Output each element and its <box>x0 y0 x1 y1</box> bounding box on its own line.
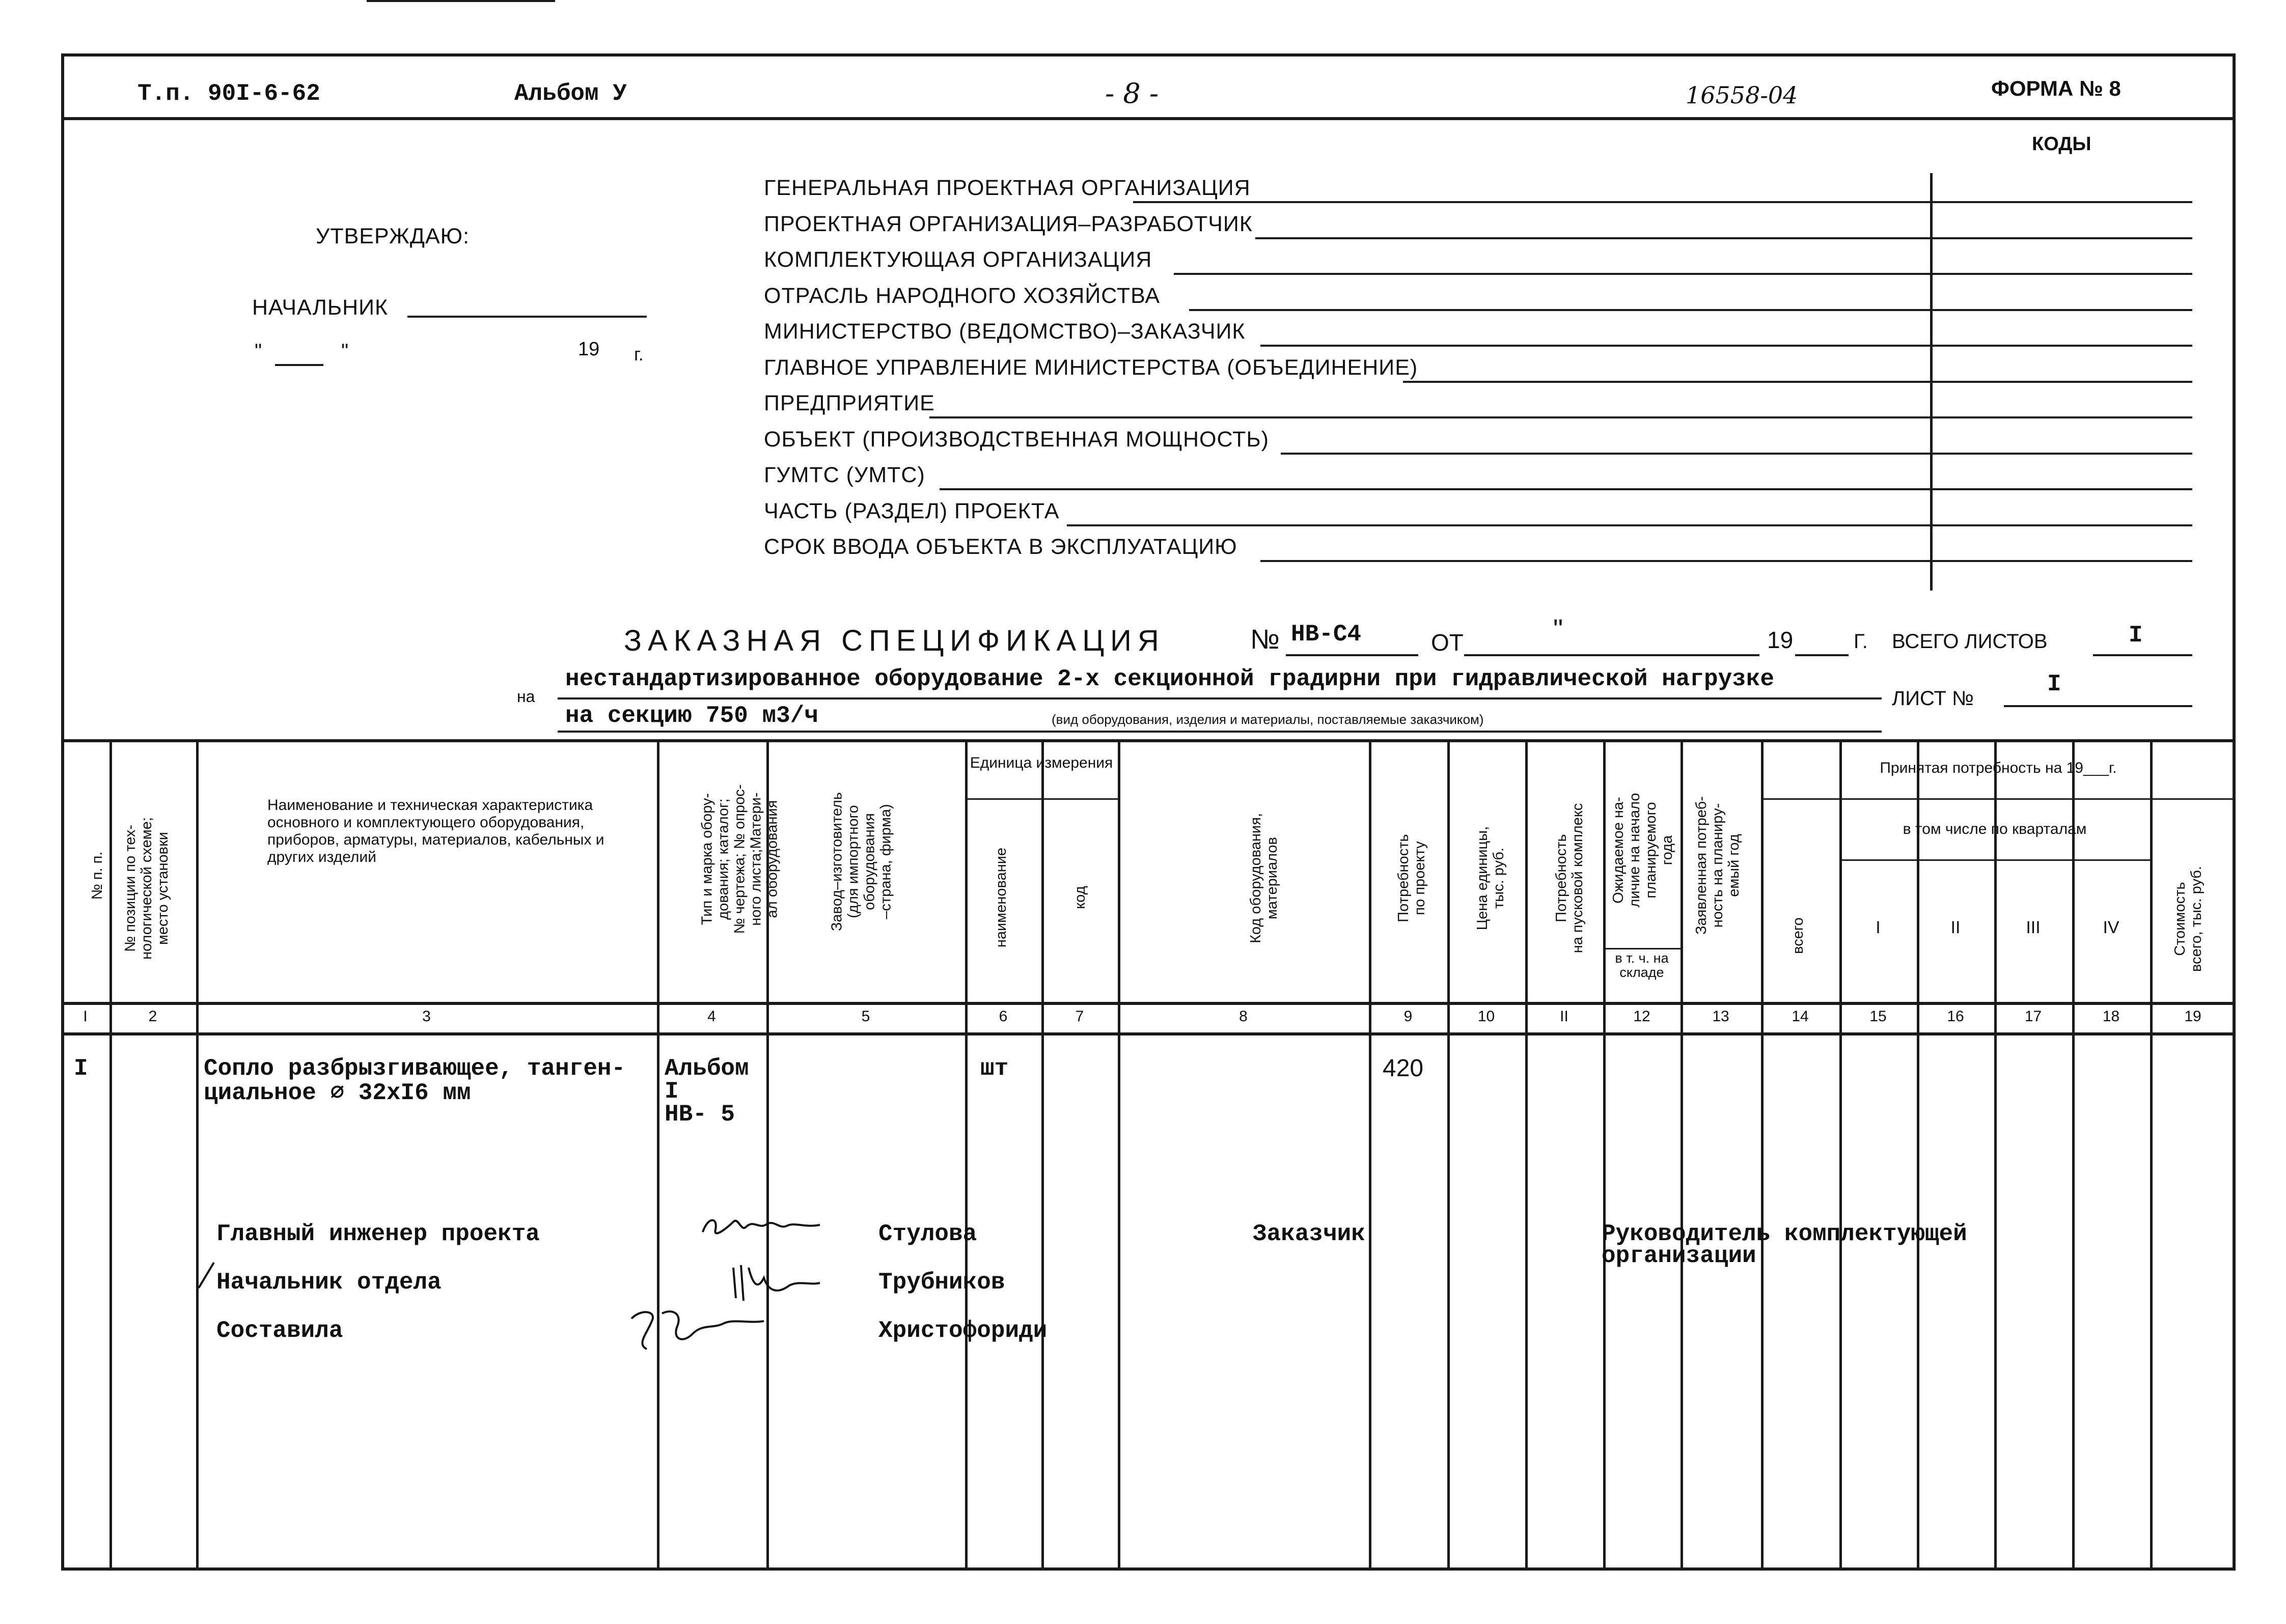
row-type-line-1: Альбом <box>665 1055 749 1082</box>
column-number: 10 <box>1477 1008 1495 1025</box>
table-column-divider <box>657 739 659 1571</box>
compiled-label: Составила <box>216 1318 343 1344</box>
row-type-line-3: НВ- 5 <box>665 1101 735 1128</box>
table-column-divider <box>1603 739 1606 1571</box>
org-field-input-line[interactable] <box>1174 273 2192 275</box>
column-number: 17 <box>2024 1008 2042 1025</box>
org-field-input-line[interactable] <box>1255 237 2192 239</box>
col-header-10: Цена единицы, тыс. руб. <box>1474 826 1507 931</box>
table-column-divider <box>1447 739 1450 1571</box>
col-header-3: Наименование и техническая характеристика основного и комплектующего оборудования, приборов, арматуры, материалов, кабельных и других изделий <box>267 797 604 865</box>
col-header-7: код <box>1072 886 1088 909</box>
table-column-divider <box>1525 739 1528 1571</box>
header-divider <box>61 117 2236 120</box>
name-compiled: Христофориди <box>878 1318 1048 1344</box>
column-number: 9 <box>1403 1008 1413 1025</box>
approve-label: УТВЕРЖДАЮ: <box>316 224 470 248</box>
subject-line-1: нестандартизированное оборудование 2-х секционной градирни при гидравлической нагрузке <box>565 666 1774 692</box>
org-field-input-line[interactable] <box>1403 381 2192 383</box>
chief-label: НАЧАЛЬНИК <box>252 295 389 320</box>
row-unit: шт <box>980 1055 1009 1082</box>
org-field-input-line[interactable] <box>929 416 2192 418</box>
col-header-2: № позиции по тех- нологической схеме; место установки <box>122 817 171 960</box>
page-mark: - 8 - <box>1105 77 1159 109</box>
supplier-label-line-2: организации <box>1602 1243 1756 1269</box>
table-column-divider <box>1917 739 1919 1571</box>
quarters-group-divider <box>1839 859 2150 861</box>
column-number: 5 <box>861 1008 870 1025</box>
org-field-input-line[interactable] <box>1133 201 2192 203</box>
column-number: 6 <box>999 1008 1008 1025</box>
org-field-label: ГЛАВНОЕ УПРАВЛЕНИЕ МИНИСТЕРСТВА (ОБЪЕДИНЕНИЕ) <box>764 355 1418 380</box>
row-name-line-1: Сопло разбрызгивающее, танген- <box>204 1055 626 1082</box>
column-number: 19 <box>2184 1008 2201 1025</box>
sheet-number-line <box>2004 705 2192 707</box>
c12-sub-divider <box>1603 948 1681 949</box>
table-column-divider <box>109 739 112 1571</box>
org-field-label: МИНИСТЕРСТВО (ВЕДОМСТВО)–ЗАКАЗЧИК <box>764 319 1246 344</box>
total-sheets-label: ВСЕГО ЛИСТОВ <box>1892 630 2048 653</box>
row-number: I <box>74 1055 88 1082</box>
col-header-9: Потребность по проекту <box>1395 834 1428 922</box>
unit-group-divider <box>965 798 1118 800</box>
table-column-divider <box>1839 739 1842 1571</box>
column-number: 18 <box>2102 1008 2120 1025</box>
spec-date-quote: " <box>1553 614 1563 645</box>
org-field-label: ПРОЕКТНАЯ ОРГАНИЗАЦИЯ–РАЗРАБОТЧИК <box>764 211 1253 236</box>
column-number: I <box>83 1008 88 1025</box>
org-field-input-line[interactable] <box>1189 309 2192 311</box>
project-code: Т.п. 90I-6-62 <box>137 80 320 107</box>
signature-compiled <box>626 1298 769 1359</box>
spec-year: 19 <box>1767 627 1794 653</box>
column-number: 8 <box>1239 1008 1248 1025</box>
col-header-8: Код оборудования, материалов <box>1248 813 1280 943</box>
table-column-divider <box>965 739 968 1571</box>
col-header-13: Заявленная потреб- ность на планиру- емый год <box>1693 796 1742 935</box>
table-column-divider <box>1994 739 1997 1571</box>
spec-title: ЗАКАЗНАЯ СПЕЦИФИКАЦИЯ <box>624 624 1165 657</box>
org-field-label: КОМПЛЕКТУЮЩАЯ ОРГАНИЗАЦИЯ <box>764 247 1152 272</box>
col-header-12: Ожидаемое на- личие на начало планируемого года <box>1610 793 1675 908</box>
chief-engineer-label: Главный инженер проекта <box>216 1221 540 1247</box>
table-numbers-bottom <box>61 1032 2236 1035</box>
org-field-input-line[interactable] <box>940 488 2192 490</box>
col-header-12-sub: в т. ч. на складе <box>1615 950 1669 980</box>
table-numbers-top <box>61 1002 2236 1005</box>
total-sheets-line <box>2093 654 2192 656</box>
org-field-input-line[interactable] <box>1260 345 2192 347</box>
col-header-5: Завод–изготовитель (для импортного оборудования –страна, фирма) <box>829 792 894 932</box>
org-field-label: ГЕНЕРАЛЬНАЯ ПРОЕКТНАЯ ОРГАНИЗАЦИЯ <box>764 176 1251 200</box>
col-header-6-group: Единица измерения <box>970 754 1113 771</box>
date-month-line <box>367 0 555 2</box>
org-field-input-line[interactable] <box>1281 453 2192 455</box>
spec-number: НВ-С4 <box>1291 621 1362 648</box>
signature-chief-engineer <box>698 1207 830 1247</box>
table-column-divider <box>1369 739 1371 1571</box>
date-close-quote: " <box>341 340 349 362</box>
approval-year: 19 <box>578 339 600 360</box>
quarters-group-header: в том числе по кварталам <box>1903 821 2087 837</box>
column-number: 15 <box>1869 1008 1887 1025</box>
dept-head-label: Начальник отдела <box>216 1269 442 1296</box>
column-number: 14 <box>1792 1008 1809 1025</box>
form-number: ФОРМА № 8 <box>1991 76 2121 100</box>
row-demand: 420 <box>1383 1055 1424 1082</box>
col-header-1: № п. п. <box>89 851 105 900</box>
subject-line-2: на секцию 750 м3/ч <box>565 703 818 729</box>
accepted-group-header: Принятая потребность на 19___г. <box>1880 760 2117 776</box>
spec-number-line <box>1286 654 1418 656</box>
inventory-number: 16558-04 <box>1686 81 1798 109</box>
table-top-border <box>61 739 2236 742</box>
table-column-divider <box>2150 739 2153 1571</box>
chief-signature-line <box>407 316 647 318</box>
spec-year-line <box>1795 654 1849 656</box>
col-header-18: IV <box>2103 918 2119 937</box>
column-number: II <box>1560 1008 1568 1025</box>
col-header-14: всего <box>1790 917 1806 954</box>
subject-line-1-rule <box>558 697 1882 699</box>
accepted-group-divider <box>1761 798 2236 800</box>
column-number: 3 <box>422 1008 431 1025</box>
org-field-label: ЧАСТЬ (РАЗДЕЛ) ПРОЕКТА <box>764 498 1060 523</box>
pen-tick-mark <box>196 1260 216 1291</box>
row-type-line-2: I <box>665 1078 679 1105</box>
spec-year-suffix: Г. <box>1854 630 1868 653</box>
row-name-line-2: циальное ∅ 32хI6 мм <box>204 1080 471 1106</box>
name-dept-head: Трубников <box>878 1269 1005 1296</box>
col-header-6: наименование <box>993 847 1009 948</box>
sheet-number: I <box>2047 671 2061 697</box>
col-header-4: Тип и марка обору- дования; каталог; № чертежа; № опрос- ного листа;Матери- ал оборудования <box>699 784 781 934</box>
subject-line-2-rule <box>558 731 1882 733</box>
date-day-line <box>275 364 323 366</box>
org-field-label: ОБЪЕКТ (ПРОИЗВОДСТВЕННАЯ МОЩНОСТЬ) <box>764 427 1269 452</box>
table-column-divider <box>1041 739 1044 1571</box>
total-sheets: I <box>2129 622 2143 649</box>
customer-label: Заказчик <box>1253 1221 1365 1247</box>
column-number: 2 <box>148 1008 157 1025</box>
table-column-divider <box>1761 739 1764 1571</box>
approval-year-suffix: г. <box>634 344 644 365</box>
table-column-divider <box>2072 739 2075 1571</box>
spec-number-label: № <box>1250 624 1280 655</box>
org-field-label: СРОК ВВОДА ОБЪЕКТА В ЭКСПЛУАТАЦИЮ <box>764 535 1237 559</box>
column-number: 16 <box>1947 1008 1964 1025</box>
subject-prefix: на <box>517 687 535 706</box>
column-number: 12 <box>1633 1008 1650 1025</box>
col-header-19: Стоимость всего, тыс. руб. <box>2172 866 2205 972</box>
album-label: Альбом У <box>514 80 627 107</box>
name-chief-engineer: Стулова <box>878 1221 977 1247</box>
org-field-label: ОТРАСЛЬ НАРОДНОГО ХОЗЯЙСТВА <box>764 283 1161 308</box>
subject-caption: (вид оборудования, изделия и материалы, поставляемые заказчиком) <box>1052 712 1484 727</box>
date-open-quote: " <box>255 340 262 362</box>
supplier-label-line-1: Руководитель комплектующей <box>1602 1221 1967 1247</box>
col-header-15: I <box>1876 918 1881 937</box>
org-field-label: ГУМТС (УМТС) <box>764 463 925 487</box>
sheet-label: ЛИСТ № <box>1892 687 1974 710</box>
org-field-label: ПРЕДПРИЯТИЕ <box>764 391 935 415</box>
column-number: 4 <box>707 1008 716 1025</box>
org-field-input-line[interactable] <box>1260 560 2192 562</box>
column-number: 7 <box>1075 1008 1084 1025</box>
spec-date-line <box>1464 654 1759 656</box>
org-field-input-line[interactable] <box>1067 524 2192 526</box>
col-header-11: Потребность на пусковой комплекс <box>1553 803 1586 954</box>
col-header-17: III <box>2026 918 2041 937</box>
column-number: 13 <box>1712 1008 1729 1025</box>
col-header-16: II <box>1950 918 1961 937</box>
spec-from-label: ОТ <box>1431 629 1464 656</box>
table-column-divider <box>1118 739 1120 1571</box>
codes-label: КОДЫ <box>2032 133 2091 155</box>
